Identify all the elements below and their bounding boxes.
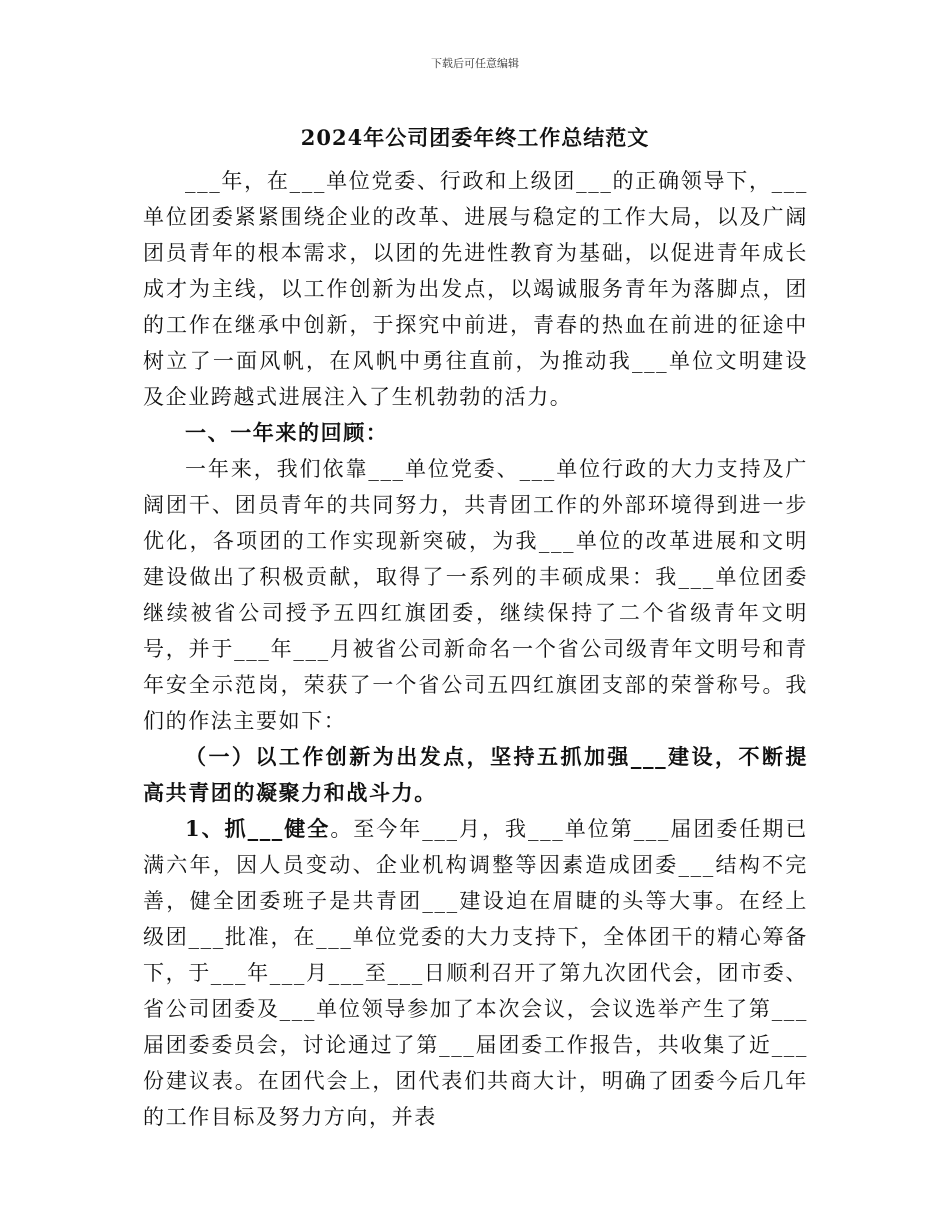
- item-paragraph: [143, 811, 808, 1135]
- intro-paragraph: ___年，在___单位党委、行政和上级团___的正确领导下，___单位团委紧紧围绕企业的改革、进展与稳定的工作大局，以及广阔团员青年的根本需求，以团的先进性教育为基础，以促进青年成长成才为主线，以工作创新为出发点，以竭诚服务青年为落脚点，团的工作在继承中创新，于探究中前进，青春的热血在前进的征途中树立了一面风帆，在风帆中勇往直前，为推动我___单位文明建设及企业跨越式进展注入了生机勃勃的活力。: [143, 169, 808, 409]
- item-body: 。至今年___月，我___单位第___届团委任期已满六年，因人员变动、企业机构调整等因素造成团委___结构不完善，健全团委班子是共青团___建设迫在眉睫的头等大事。在经上级团___批准，在___单位党委的大力支持下，全体团干的精心筹备下，于___年___月___至___日顺利召开了第九次团代会，团市委、省公司团委及___单位领导参加了本次会议，会议选举产生了第___届团委委员会，讨论通过了第___届团委工作报告，共收集了近___份建议表。在团代会上，团代表们共商大计，明确了团委今后几年的工作目标及努力方向，并表: [143, 817, 808, 1129]
- document-body: [143, 163, 808, 1135]
- subsection-heading: （一）以工作创新为出发点，坚持五抓加强___建设，不断提高共青团的凝聚力和战斗力。: [143, 744, 808, 805]
- review-paragraph: 一年来，我们依靠___单位党委、___单位行政的大力支持及广阔团干、团员青年的共同努力，共青团工作的外部环境得到进一步优化，各项团的工作实现新突破，为我___单位的改革进展和文明建设做出了积极贡献，取得了一系列的丰硕成果：我___单位团委继续被省公司授予五四红旗团委，继续保持了二个省级青年文明号，并于___年___月被省公司新命名一个省公司级青年文明号和青年安全示范岗，荣获了一个省公司五四红旗团支部的荣誉称号。我们的作法主要如下：: [143, 457, 808, 733]
- document-title: 2024年公司团委年终工作总结范文: [300, 125, 650, 150]
- item-lead: 1、抓___健全: [185, 816, 331, 841]
- page-header-note: 下载后可任意编辑: [431, 57, 519, 70]
- section-heading: 一、一年来的回顾：: [185, 420, 389, 445]
